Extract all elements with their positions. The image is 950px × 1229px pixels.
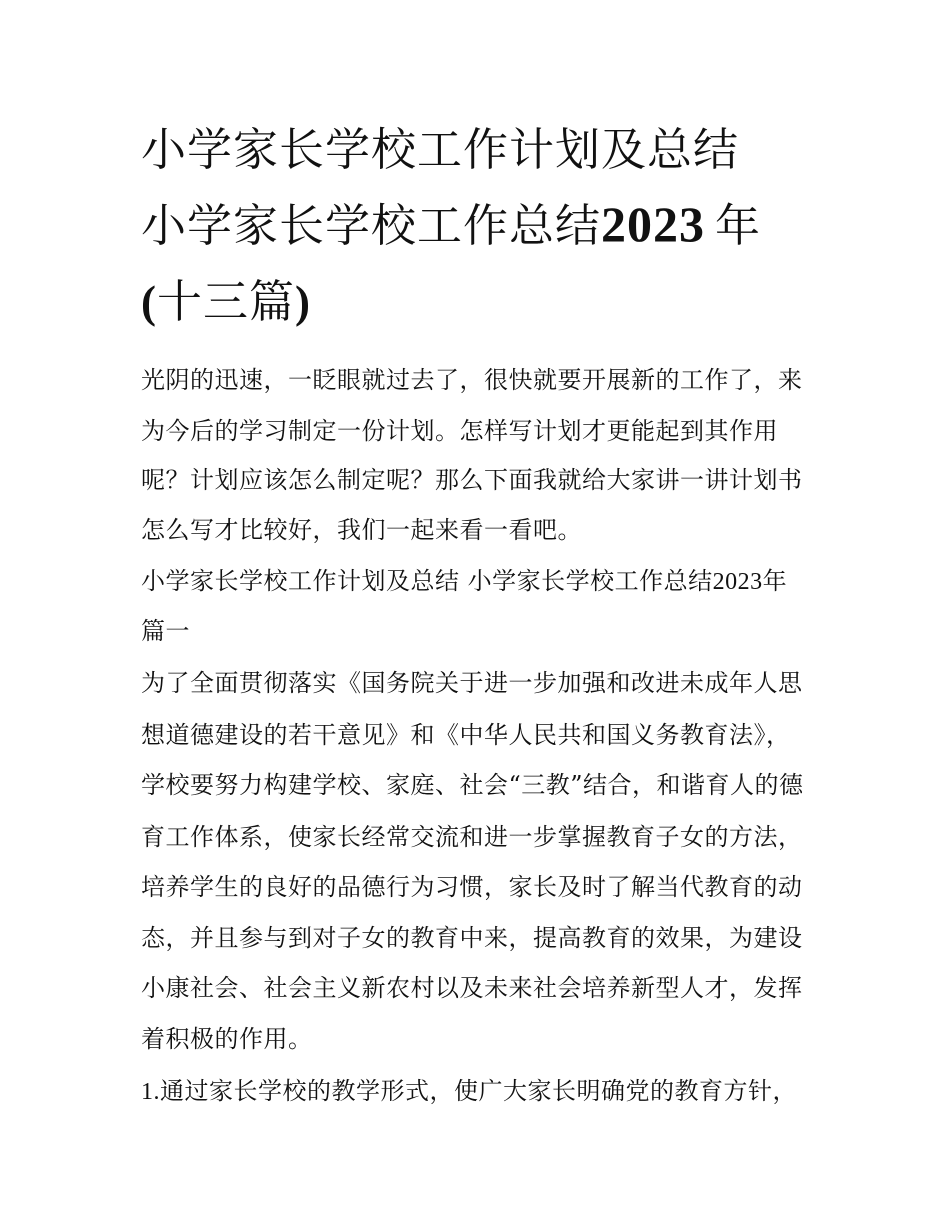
section-heading: [141, 566, 787, 597]
section-heading-text: 小学家长学校工作计划及总结 小学家长学校工作总结: [141, 567, 713, 595]
title-open-paren: (: [141, 277, 157, 327]
intro-line-3: 呢？计划应该怎么制定呢？那么下面我就给大家讲一讲计划书: [141, 466, 803, 494]
title-line-3: [141, 274, 311, 330]
title-year-suffix: 年: [715, 199, 762, 252]
body-line-3: 学校要努力构建学校、家庭、社会“三教”结合，和谐育人的德: [141, 771, 804, 799]
list-item-number: 1.: [141, 1079, 160, 1105]
title-count: 十三篇: [157, 275, 296, 328]
body-line-1: 为了全面贯彻落实《国务院关于进一步加强和改进未成年人思: [141, 669, 803, 697]
body-line-7: 小康社会、社会主义新农村以及未来社会培养新型人才，发挥: [141, 974, 803, 1002]
intro-line-1: 光阴的迅速，一眨眼就过去了，很快就要开展新的工作了，来: [141, 366, 803, 394]
section-subheading: 篇一: [141, 617, 190, 645]
title-year: 2023: [601, 196, 706, 252]
body-line-4: 育工作体系，使家长经常交流和进一步掌握教育子女的方法，: [141, 823, 803, 851]
title-close-paren: ): [295, 277, 312, 327]
title-line-2-text: 小学家长学校工作总结: [141, 199, 602, 252]
body-line-5: 培养学生的良好的品德行为习惯，家长及时了解当代教育的动: [141, 873, 803, 901]
section-heading-year-suffix: 年: [762, 567, 788, 595]
list-item-text: 通过家长学校的教学形式，使广大家长明确党的教育方针，: [160, 1077, 797, 1105]
title-line-2: [141, 196, 761, 254]
section-heading-year: 2023: [712, 569, 763, 595]
body-line-8: 着积极的作用。: [141, 1025, 313, 1053]
list-item-1: [141, 1076, 797, 1107]
intro-line-2: 为今后的学习制定一份计划。怎样写计划才更能起到其作用: [141, 417, 778, 445]
title-line-1: 小学家长学校工作计划及总结: [141, 123, 740, 176]
body-line-2: 想道德建设的若干意见》和《中华人民共和国义务教育法》，: [141, 721, 791, 749]
intro-line-4: 怎么写才比较好，我们一起来看一看吧。: [141, 516, 582, 544]
body-line-6: 态，并且参与到对子女的教育中来，提高教育的效果，为建设: [141, 924, 803, 952]
